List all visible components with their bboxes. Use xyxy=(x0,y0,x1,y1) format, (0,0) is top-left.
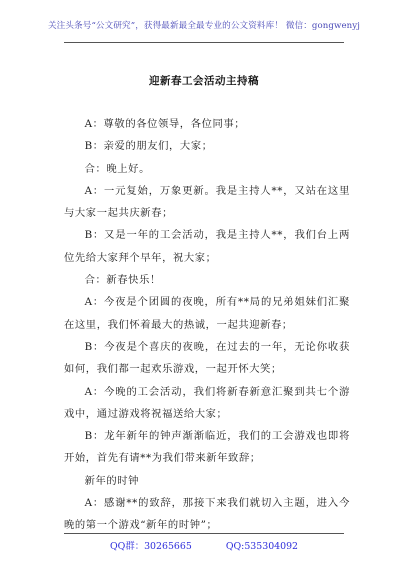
paragraph: 合：晚上好。 xyxy=(84,162,150,175)
footer-divider xyxy=(64,533,344,534)
qq-group-number: QQ群：30265665 xyxy=(109,541,192,552)
document-title: 迎新春工会活动主持稿 xyxy=(149,75,259,87)
paragraph: A：一元复始，万象更新。我是主持人**，又站在这里与大家一起共庆新春； xyxy=(64,184,350,220)
footer-contacts xyxy=(0,538,408,552)
paragraph: 合：新春快乐！ xyxy=(84,274,161,287)
qq-number: QQ:535304092 xyxy=(225,541,299,552)
section-heading: 新年的时钟 xyxy=(84,474,140,487)
paragraph: A：感谢**的致辞，那接下来我们就切入主题，进入今晚的第一个游戏“新年的时钟”； xyxy=(64,497,350,532)
header-note: 关注头条号“公文研究”，获得最新最全最专业的公文资料库！ 微信：gongwenyj xyxy=(47,21,361,31)
paragraph: B：龙年新年的钟声渐渐临近，我们的工会游戏也即将开始，首先有请**为我们带来新年致辞； xyxy=(64,430,350,465)
paragraph: A：今夜是个团圆的夜晚，所有**局的兄弟姐妹们汇聚在这里，我们怀着最大的热诚，一起共迎新春； xyxy=(64,296,350,331)
header-divider xyxy=(64,42,344,43)
paragraph: A：尊敬的各位领导，各位同事； xyxy=(84,118,246,130)
paragraph: B：亲爱的朋友们，大家； xyxy=(84,140,213,153)
document-body xyxy=(64,113,350,537)
paragraph: A：今晚的工会活动，我们将新春新意汇聚到共七个游戏中，通过游戏将祝福送给大家； xyxy=(64,385,350,420)
paragraph: B：今夜是个喜庆的夜晚，在过去的一年，无论你收获如何，我们都一起欢乐游戏，一起开怀大笑； xyxy=(64,340,350,376)
paragraph: B：又是一年的工会活动，我是主持人**，我们台上两位先给大家拜个早年，祝大家； xyxy=(64,229,350,264)
